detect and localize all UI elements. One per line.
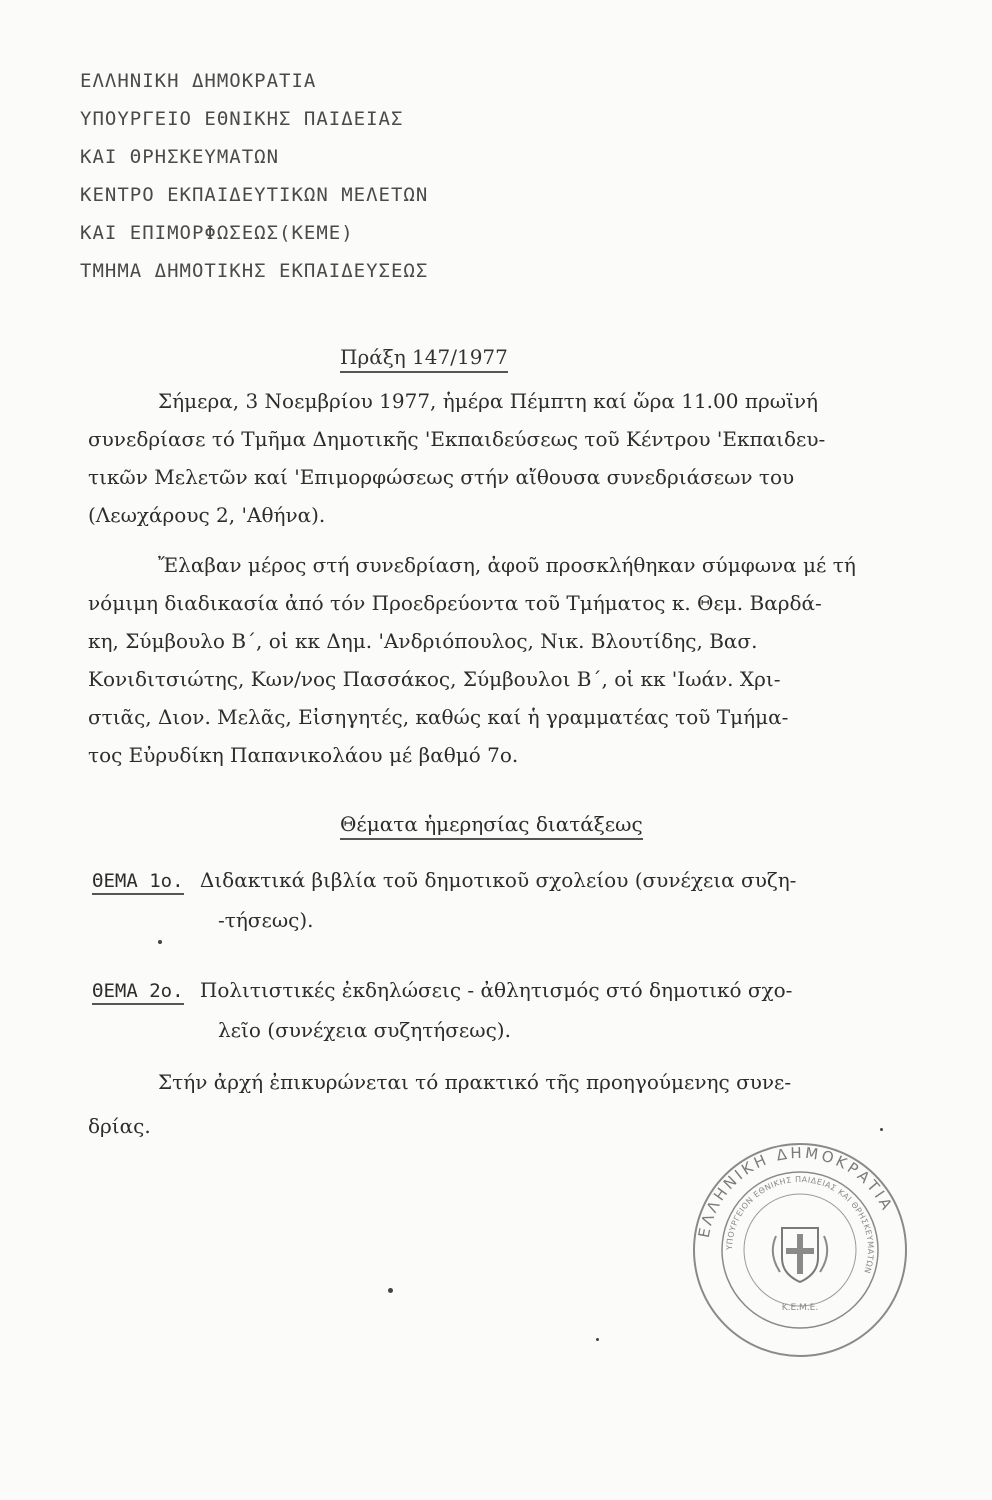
paper-speck [158, 940, 162, 944]
paragraph-line: συνεδρίασε τό Τμῆμα Δημοτικῆς 'Εκπαιδεύσεως τοῦ Κέντρου 'Εκπαιδευ- [88, 427, 826, 451]
letterhead [80, 62, 428, 290]
agenda-item-text: Πολιτιστικές ἐκδηλώσεις - ἀθλητισμός στό δημοτικό σχο- [199, 978, 793, 1002]
paragraph-closing [88, 1060, 958, 1148]
paper-speck [596, 1338, 599, 1341]
greek-coat-of-arms-icon [773, 1228, 827, 1282]
agenda-item-2 [92, 970, 972, 1050]
paragraph-line: Κονιδιτσιώτης, Κων/νος Πασσάκος, Σύμβουλοι Β΄, οἱ κκ 'Ιωάν. Χρι- [88, 667, 781, 691]
seal-inner-text: ΥΠΟΥΡΓΕΙΟΝ ΕΘΝΙΚΗΣ ΠΑΙΔΕΙΑΣ ΚΑΙ ΘΡΗΣΚΕΥΜΑΤΩΝ [724, 1174, 876, 1275]
paper-speck [388, 1288, 393, 1293]
agenda-item-1 [92, 860, 972, 940]
paper-speck [880, 1128, 883, 1131]
letterhead-line-2: ΥΠΟΥΡΓΕΙΟ ΕΘΝΙΚΗΣ ΠΑΙΔΕΙΑΣ [80, 108, 404, 130]
seal-bottom-text: Κ.Ε.Μ.Ε. [781, 1303, 819, 1313]
letterhead-line-3: ΚΑΙ ΘΡΗΣΚΕΥΜΑΤΩΝ [80, 146, 280, 168]
letterhead-line-5: ΚΑΙ ΕΠΙΜΟΡΦΩΣΕΩΣ(ΚΕΜΕ) [80, 222, 354, 244]
seal-outer-text: ΕΛΛΗΝΙΚΗ ΔΗΜΟΚΡΑΤΙΑ [694, 1143, 897, 1240]
paragraph-line: Σήμερα, 3 Νοεμβρίου 1977, ἡμέρα Πέμπτη καί ὥρα 11.00 πρωϊνή [158, 389, 819, 413]
letterhead-line-1: ΕΛΛΗΝΙΚΗ ΔΗΜΟΚΡΑΤΙΑ [80, 70, 317, 92]
paragraph-line: Στήν ἀρχή ἐπικυρώνεται τό πρακτικό τῆς προηγούμενης συνε- [158, 1070, 792, 1094]
paragraph-line: κη, Σύμβουλο Β΄, οἱ κκ Δημ. 'Ανδριόπουλος, Νικ. Βλουτίδης, Βασ. [88, 629, 758, 653]
paragraph-meeting-info [88, 382, 958, 534]
paragraph-line: νόμιμη διαδικασία ἀπό τόν Προεδρεύοντα τοῦ Τμήματος κ. Θεμ. Βαρδά- [88, 591, 822, 615]
paragraph-line: (Λεωχάρους 2, 'Αθήνα). [88, 503, 326, 527]
agenda-title: Θέματα ἡμερησίας διατάξεως [340, 812, 643, 840]
agenda-item-continuation: -τήσεως). [218, 908, 314, 932]
paragraph-line: τικῶν Μελετῶν καί 'Επιμορφώσεως στήν αἴθουσα συνεδριάσεων του [88, 465, 795, 489]
paragraph-line: στιᾶς, Διον. Μελᾶς, Εἰσηγητές, καθώς καί ἡ γραμματέας τοῦ Τμήμα- [88, 705, 789, 729]
agenda-item-continuation: λεῖο (συνέχεια συζητήσεως). [218, 1018, 511, 1042]
letterhead-line-4: ΚΕΝΤΡΟ ΕΚΠΑΙΔΕΥΤΙΚΩΝ ΜΕΛΕΤΩΝ [80, 184, 429, 206]
agenda-item-label: ΘΕΜΑ 1ο. [92, 869, 184, 895]
official-seal-stamp [690, 1140, 910, 1360]
agenda-item-label: ΘΕΜΑ 2ο. [92, 979, 184, 1005]
agenda-item-text: Διδακτικά βιβλία τοῦ δημοτικοῦ σχολείου (συνέχεια συζη- [199, 868, 797, 892]
paragraph-participants [88, 546, 958, 774]
paragraph-line: τος Εὐρυδίκη Παπανικολάου μέ βαθμό 7ο. [88, 743, 519, 767]
document-title: Πράξη 147/1977 [340, 345, 508, 373]
paragraph-line: δρίας. [88, 1114, 151, 1138]
paragraph-line: Ἔλαβαν μέρος στή συνεδρίαση, ἀφοῦ προσκλήθηκαν σύμφωνα μέ τή [158, 553, 856, 577]
letterhead-line-6: ΤΜΗΜΑ ΔΗΜΟΤΙΚΗΣ ΕΚΠΑΙΔΕΥΣΕΩΣ [80, 260, 429, 282]
